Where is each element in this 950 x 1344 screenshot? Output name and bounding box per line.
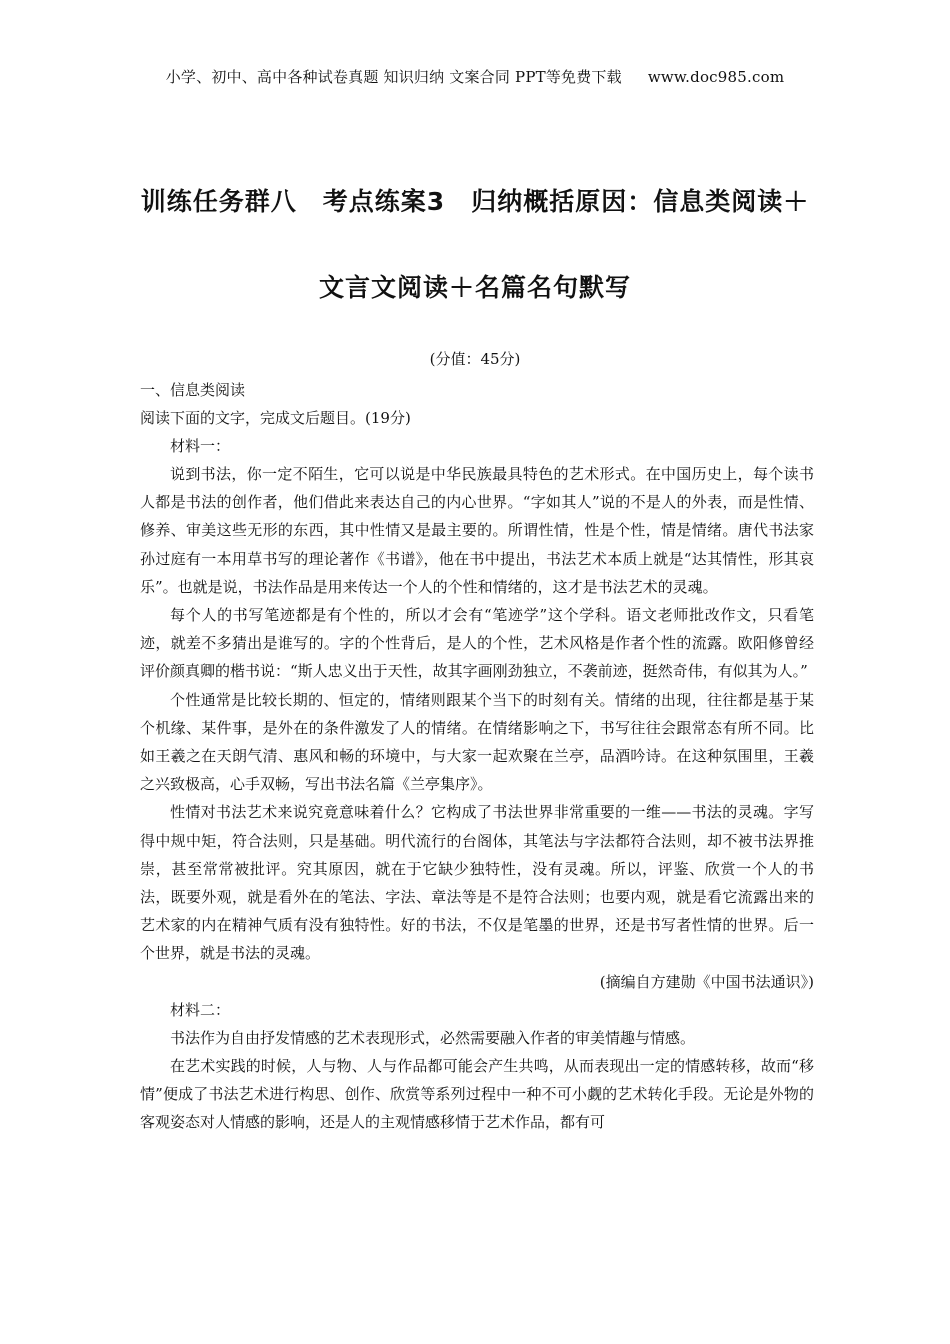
material-1-source: (摘编自方建勋《中国书法通识》) <box>599 972 814 991</box>
title-line-2: 文言文阅读＋名篇名句默写 <box>318 273 631 302</box>
document-body <box>140 376 814 1136</box>
score-note: (分值：45分) <box>429 350 521 368</box>
material-1-paragraph-1: 说到书法，你一定不陌生，它可以说是中华民族最具特色的艺术形式。在中国历史上，每个读书人都是书法的创作者，他们借此来表达自己的内心世界。“字如其人”说的不是人的外表，而是性情、修养、审美这些无形的东西，其中性情又是最主要的。所谓性情，性是个性，情是情绪。唐代书法家孙过庭有一本用草书写的理论著作《书谱》，他在书中提出，书法艺术本质上就是“达其情性，形其哀乐”。也就是说，书法作品是用来传达一个人的个性和情绪的，这才是书法艺术的灵魂。 <box>140 465 814 596</box>
material-1-paragraph-3: 个性通常是比较长期的、恒定的，情绪则跟某个当下的时刻有关。情绪的出现，往往都是基于某个机缘、某件事，是外在的条件激发了人的情绪。在情绪影响之下，书写往往会跟常态有所不同。比如王羲之在天朗气清、惠风和畅的环境中，与大家一起欢聚在兰亭，品酒吟诗。在这种氛围里，王羲之兴致极高，心手双畅，写出书法名篇《兰亭集序》。 <box>140 690 814 794</box>
section-heading: 一、信息类阅读 <box>140 381 246 399</box>
material-2-paragraph-2: 在艺术实践的时候，人与物、人与作品都可能会产生共鸣，从而表现出一定的情感转移，故而“移情”便成了书法艺术进行构思、创作、欣赏等系列过程中一种不可小觑的艺术转化手段。无论是外物的客观姿态对人情感的影响，还是人的主观情感移情于艺术作品，都有可 <box>140 1056 814 1132</box>
material-1-paragraph-2: 每个人的书写笔迹都是有个性的，所以才会有“笔迹学”这个学科。语文老师批改作文，只看笔迹，就差不多猜出是谁写的。字的个性背后，是人的个性，艺术风格是作者个性的流露。欧阳修曾经评价颜真卿的楷书说：“斯人忠义出于天性，故其字画刚劲独立，不袭前迹，挺然奇伟，有似其为人。” <box>140 606 814 681</box>
header-text: 小学、初中、高中各种试卷真题 知识归纳 文案合同 PPT等免费下载 <box>165 68 622 86</box>
material-2-label: 材料二： <box>170 1000 231 1019</box>
header-site-link[interactable]: www.doc985.com <box>647 68 785 86</box>
title-line-1: 训练任务群八 考点练案3 归纳概括原因：信息类阅读＋ <box>140 187 810 216</box>
material-1-paragraph-4: 性情对书法艺术来说究竟意味着什么？它构成了书法世界非常重要的一维——书法的灵魂。字写得中规中矩，符合法则，只是基础。明代流行的台阁体，其笔法与字法都符合法则，却不被书法界推崇，甚至常常被批评。究其原因，就在于它缺少独特性，没有灵魂。所以，评鉴、欣赏一个人的书法，既要外观，就是看外在的笔法、字法、章法等是不是符合法则；也要内观，就是看它流露出来的艺术家的内在精神气质有没有独特性。好的书法，不仅是笔墨的世界，还是书写者性情的世界。后一个世界，就是书法的灵魂。 <box>140 803 814 963</box>
instruction-text: 阅读下面的文字，完成文后题目。(19分) <box>140 409 411 427</box>
material-1-label: 材料一： <box>170 437 231 455</box>
page-header <box>0 66 950 87</box>
material-2-paragraph-1: 书法作为自由抒发情感的艺术表现形式，必然需要融入作者的审美情趣与情感。 <box>170 1028 696 1047</box>
